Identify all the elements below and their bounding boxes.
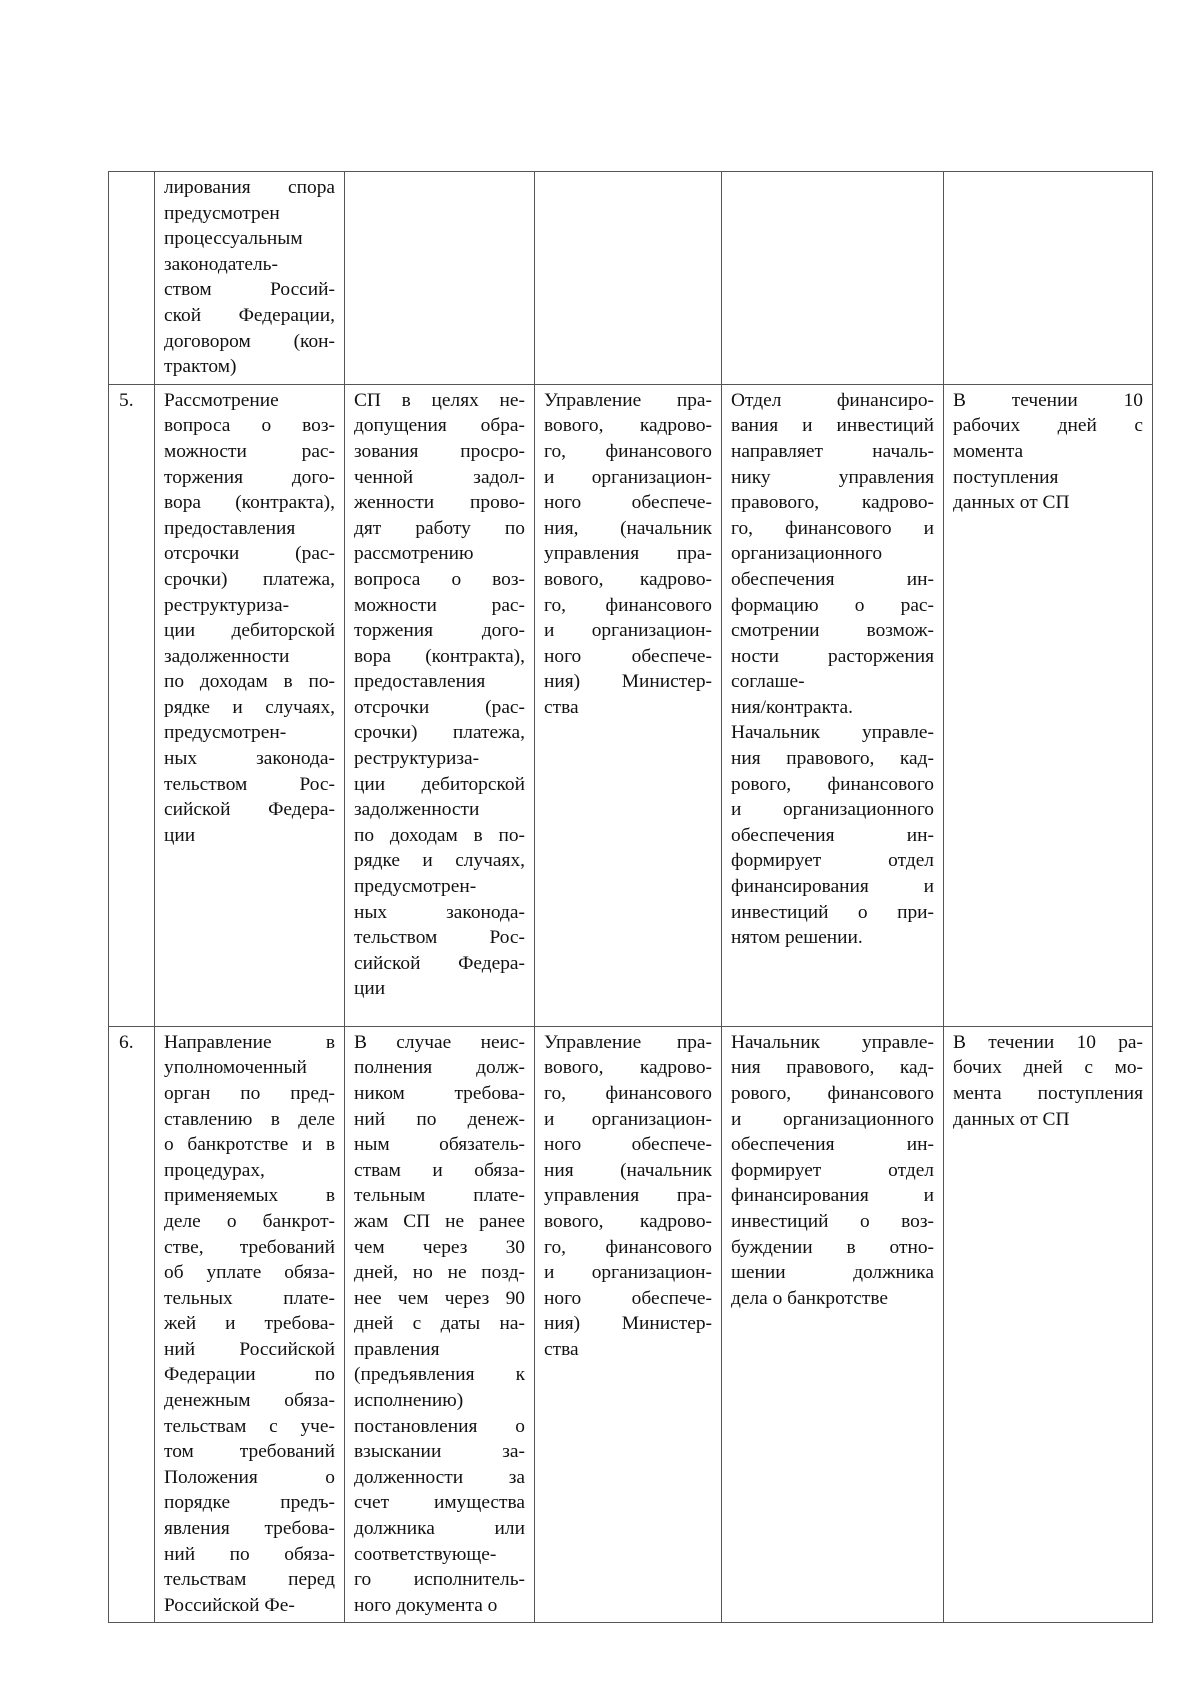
cell-text-line: предусмотрен — [164, 202, 280, 224]
cell-text-line: процессуальным — [164, 228, 303, 250]
cell-text-line: счет имущества — [354, 1492, 525, 1514]
cell-text-line: ного обеспече- — [544, 1287, 712, 1309]
cell-text-line: обеспечения ин- — [731, 1134, 934, 1156]
cell-text-line: женности прово- — [354, 492, 525, 514]
cell-text-line: финансирования и — [731, 876, 934, 898]
cell-text-line: ствам и обяза- — [354, 1159, 525, 1181]
cell-text-line: В течении 10 — [953, 389, 1143, 411]
cell-text-line: можности рас- — [354, 594, 525, 616]
cell-text-line: деле о банкрот- — [164, 1210, 335, 1232]
cell-text-line: го, финансового — [544, 440, 712, 462]
cell-text-line: том требований — [164, 1441, 335, 1463]
responsible-unit-cell — [345, 1026, 535, 1623]
cell-text-line: шении должника — [731, 1262, 934, 1284]
cell-text-line: договором (кон- — [164, 330, 335, 352]
cell-text-line: вового, кадрово- — [544, 568, 712, 590]
cell-text-line: дней, но не позд- — [354, 1262, 525, 1284]
cell-text-line: законодатель- — [164, 253, 278, 275]
cell-text-line: тельствам перед — [164, 1569, 335, 1591]
cell-text-line: ния, (начальник — [544, 517, 712, 539]
cell-text-line: бочих дней с мо- — [953, 1057, 1143, 1079]
cell-text-line: ния) Министер- — [544, 671, 712, 693]
cell-text-line: отсрочки (рас- — [164, 543, 335, 565]
cell-text-line: тельным плате- — [354, 1185, 525, 1207]
cell-text-line: жей и требова- — [164, 1313, 335, 1335]
cell-text-line: данных от СП — [953, 1108, 1070, 1130]
cell-text-line: по доходам в по- — [164, 671, 335, 693]
cell-text-line: нику управления — [731, 466, 934, 488]
cell-text-line: поступления — [953, 466, 1059, 488]
cell-text-line: СП в целях не- — [354, 389, 525, 411]
cell-text-line: об уплате обяза- — [164, 1262, 335, 1284]
cell-text-line: трактом) — [164, 356, 237, 378]
cell-text-line: рассмотрению — [354, 543, 474, 565]
cell-text-line: Рассмотрение — [164, 389, 279, 411]
cell-text-line: ства — [544, 1338, 579, 1360]
table-row — [109, 172, 1153, 385]
cell-text-line: ного обеспече- — [544, 1134, 712, 1156]
cell-text-line: ний Российской — [164, 1338, 335, 1360]
procedure-cell — [722, 384, 944, 1026]
cell-text-line: формирует отдел — [731, 850, 934, 872]
cell-text-line: ния правового, кад- — [731, 748, 934, 770]
cell-text-line: ных законода- — [354, 901, 525, 923]
cell-text-line: орган по пред- — [164, 1082, 335, 1104]
cell-text-line: организационного — [731, 543, 883, 565]
cell-text-line: управления пра- — [544, 543, 712, 565]
cell-text-line: ции — [164, 824, 196, 846]
cell-text-line: дела о банкротстве — [731, 1287, 888, 1309]
cell-text-line: явления требова- — [164, 1518, 335, 1540]
cell-text-line: предусмотрен- — [354, 876, 477, 898]
cell-text-line: го, финансового — [544, 1082, 712, 1104]
cell-text-line: ного обеспече- — [544, 645, 712, 667]
cell-text-line: ния/контракта. — [731, 696, 853, 718]
cell-text-line: ченной задол- — [354, 466, 525, 488]
cell-text-line: рядке и случаях, — [164, 696, 335, 718]
cell-text-line: вания и инвестиций — [731, 415, 934, 437]
cell-text-line: ного документа о — [354, 1594, 498, 1616]
deadline-cell — [944, 172, 1153, 385]
stage-cell — [155, 172, 345, 385]
procedure-cell — [722, 172, 944, 385]
stage-cell — [155, 384, 345, 1026]
cell-text-line: ции дебиторской — [164, 620, 335, 642]
cell-text-line: тельствам с уче- — [164, 1415, 335, 1437]
table-row — [109, 384, 1153, 1026]
cell-text-line: должника или — [354, 1518, 525, 1540]
cell-text-line: ником требова- — [354, 1082, 525, 1104]
cell-text-line: финансирования и — [731, 1185, 934, 1207]
cell-text-line: формацию о рас- — [731, 594, 934, 616]
cell-text-line: дят работу по — [354, 517, 525, 539]
cell-text-line: предоставления — [164, 517, 296, 539]
cell-text-line: реструктуриза- — [354, 748, 480, 770]
cell-text-line: Российской Фе- — [164, 1594, 295, 1616]
responsible-unit-cell — [345, 384, 535, 1026]
executor-cell — [535, 1026, 722, 1623]
cell-text-line: ний по обяза- — [164, 1543, 335, 1565]
cell-text-line: (предъявления к — [354, 1364, 525, 1386]
cell-text-line: жам СП не ранее — [354, 1210, 525, 1232]
cell-text-line: Отдел финансиро- — [731, 389, 934, 411]
cell-text-line: о банкротстве и в — [164, 1134, 335, 1156]
cell-text-line: ности расторжения — [731, 645, 934, 667]
cell-text-line: ным обязатель- — [354, 1134, 525, 1156]
cell-text-line: рового, финансового — [731, 1082, 934, 1104]
cell-text-line: вора (контракта), — [164, 492, 335, 514]
cell-text-line: ства — [544, 696, 579, 718]
procedure-cell — [722, 1026, 944, 1623]
cell-text-line: стве, требований — [164, 1236, 335, 1258]
cell-text-line: допущения обра- — [354, 415, 525, 437]
cell-text-line: сийской Федера- — [164, 799, 335, 821]
cell-text-line: рового, финансового — [731, 773, 934, 795]
cell-text-line: ния) Министер- — [544, 1313, 712, 1335]
cell-text-line: данных от СП — [953, 492, 1070, 514]
cell-text-line: чем через 30 — [354, 1236, 525, 1258]
cell-text-line: ской Федерации, — [164, 304, 335, 326]
cell-text-line: буждении в отно- — [731, 1236, 934, 1258]
cell-text-line: и организационного — [731, 1108, 934, 1130]
cell-text-line: сийской Федера- — [354, 952, 525, 974]
cell-text-line: и организацион- — [544, 1108, 712, 1130]
cell-text-line: предусмотрен- — [164, 722, 287, 744]
cell-text-line: отсрочки (рас- — [354, 696, 525, 718]
cell-text-line: вопроса о воз- — [164, 415, 335, 437]
cell-text-line: торжения дого- — [354, 620, 525, 642]
cell-text-line: го исполнитель- — [354, 1569, 525, 1591]
cell-text-line: и организацион- — [544, 466, 712, 488]
cell-text-line: направляет началь- — [731, 440, 934, 462]
cell-text-line: ством Россий- — [164, 279, 335, 301]
cell-text-line: соглаше- — [731, 671, 805, 693]
cell-text-line: ния (начальник — [544, 1159, 712, 1181]
cell-text-line: зования просро- — [354, 440, 525, 462]
cell-text-line: дней с даты на- — [354, 1313, 525, 1335]
cell-text-line: ного обеспече- — [544, 492, 712, 514]
cell-text-line: управления пра- — [544, 1185, 712, 1207]
cell-text-line: постановления о — [354, 1415, 525, 1437]
row-number-cell: 5. — [109, 384, 155, 1026]
cell-text-line: процедурах, — [164, 1159, 265, 1181]
cell-text-line: и организационного — [731, 799, 934, 821]
cell-text-line: порядке предъ- — [164, 1492, 335, 1514]
cell-text-line: исполнению) — [354, 1390, 464, 1412]
row-number-cell: 6. — [109, 1026, 155, 1623]
cell-text-line: ных законода- — [164, 748, 335, 770]
cell-text-line: го, финансового и — [731, 517, 934, 539]
executor-cell — [535, 384, 722, 1026]
cell-text-line: по доходам в по- — [354, 824, 525, 846]
cell-text-line: тельных плате- — [164, 1287, 335, 1309]
cell-text-line: торжения дого- — [164, 466, 335, 488]
cell-text-line: В течении 10 ра- — [953, 1031, 1143, 1053]
cell-text-line: соответствующе- — [354, 1543, 497, 1565]
cell-text-line: срочки) платежа, — [164, 568, 335, 590]
table-row — [109, 1026, 1153, 1623]
cell-text-line: задолженности — [354, 799, 480, 821]
cell-text-line: полнения долж- — [354, 1057, 525, 1079]
deadline-cell — [944, 384, 1153, 1026]
cell-text-line: Начальник управле- — [731, 722, 934, 744]
cell-text-line: нее чем через 90 — [354, 1287, 525, 1309]
cell-text-line: мента поступления — [953, 1082, 1143, 1104]
cell-text-line: Направление в — [164, 1031, 335, 1053]
cell-text-line: В случае неис- — [354, 1031, 525, 1053]
cell-text-line: рабочих дней с — [953, 415, 1143, 437]
cell-text-line: ции — [354, 978, 386, 1000]
cell-text-line: го, финансового — [544, 1236, 712, 1258]
cell-text-line: и организацион- — [544, 1262, 712, 1284]
cell-text-line: вора (контракта), — [354, 645, 525, 667]
cell-text-line: уполномоченный — [164, 1057, 307, 1079]
cell-text-line: ставлению в деле — [164, 1108, 335, 1130]
cell-text-line: Управление пра- — [544, 1031, 712, 1053]
cell-text-line: можности рас- — [164, 440, 335, 462]
cell-text-line: момента — [953, 440, 1024, 462]
cell-text-line: денежным обяза- — [164, 1390, 335, 1412]
cell-text-line: тельством Рос- — [354, 927, 525, 949]
cell-text-line: ции дебиторской — [354, 773, 525, 795]
cell-text-line: инвестиций о воз- — [731, 1210, 934, 1232]
cell-text-line: лирования спора — [164, 177, 335, 198]
cell-text-line: правового, кадрово- — [731, 492, 934, 514]
cell-text-line: вового, кадрово- — [544, 1210, 712, 1232]
cell-text-line: взыскании за- — [354, 1441, 525, 1463]
procedure-table — [108, 171, 1153, 1623]
cell-text-line: долженности за — [354, 1466, 525, 1488]
cell-text-line: го, финансового — [544, 594, 712, 616]
cell-text-line: реструктуриза- — [164, 594, 290, 616]
cell-text-line: Федерации по — [164, 1364, 335, 1386]
cell-text-line: смотрении возмож- — [731, 620, 934, 642]
cell-text-line: тельством Рос- — [164, 773, 335, 795]
cell-text-line: вового, кадрово- — [544, 415, 712, 437]
cell-text-line: вового, кадрово- — [544, 1057, 712, 1079]
cell-text-line: инвестиций о при- — [731, 901, 934, 923]
cell-text-line: предоставления — [354, 671, 486, 693]
table-body — [109, 172, 1153, 1623]
cell-text-line: ния правового, кад- — [731, 1057, 934, 1079]
cell-text-line: задолженности — [164, 645, 290, 667]
cell-text-line: правления — [354, 1338, 440, 1360]
cell-text-line: Положения о — [164, 1466, 335, 1488]
cell-text-line: Управление пра- — [544, 389, 712, 411]
stage-cell — [155, 1026, 345, 1623]
row-number-cell — [109, 172, 155, 385]
cell-text-line: формирует отдел — [731, 1159, 934, 1181]
executor-cell — [535, 172, 722, 385]
cell-text-line: срочки) платежа, — [354, 722, 525, 744]
cell-text-line: Начальник управле- — [731, 1031, 934, 1053]
cell-text-line: вопроса о воз- — [354, 568, 525, 590]
cell-text-line: нятом решении. — [731, 927, 863, 949]
cell-text-line: обеспечения ин- — [731, 568, 934, 590]
cell-text-line: обеспечения ин- — [731, 824, 934, 846]
responsible-unit-cell — [345, 172, 535, 385]
cell-text-line: и организацион- — [544, 620, 712, 642]
cell-text-line: ний по денеж- — [354, 1108, 525, 1130]
cell-text-line: рядке и случаях, — [354, 850, 525, 872]
deadline-cell — [944, 1026, 1153, 1623]
cell-text-line: применяемых в — [164, 1185, 335, 1207]
